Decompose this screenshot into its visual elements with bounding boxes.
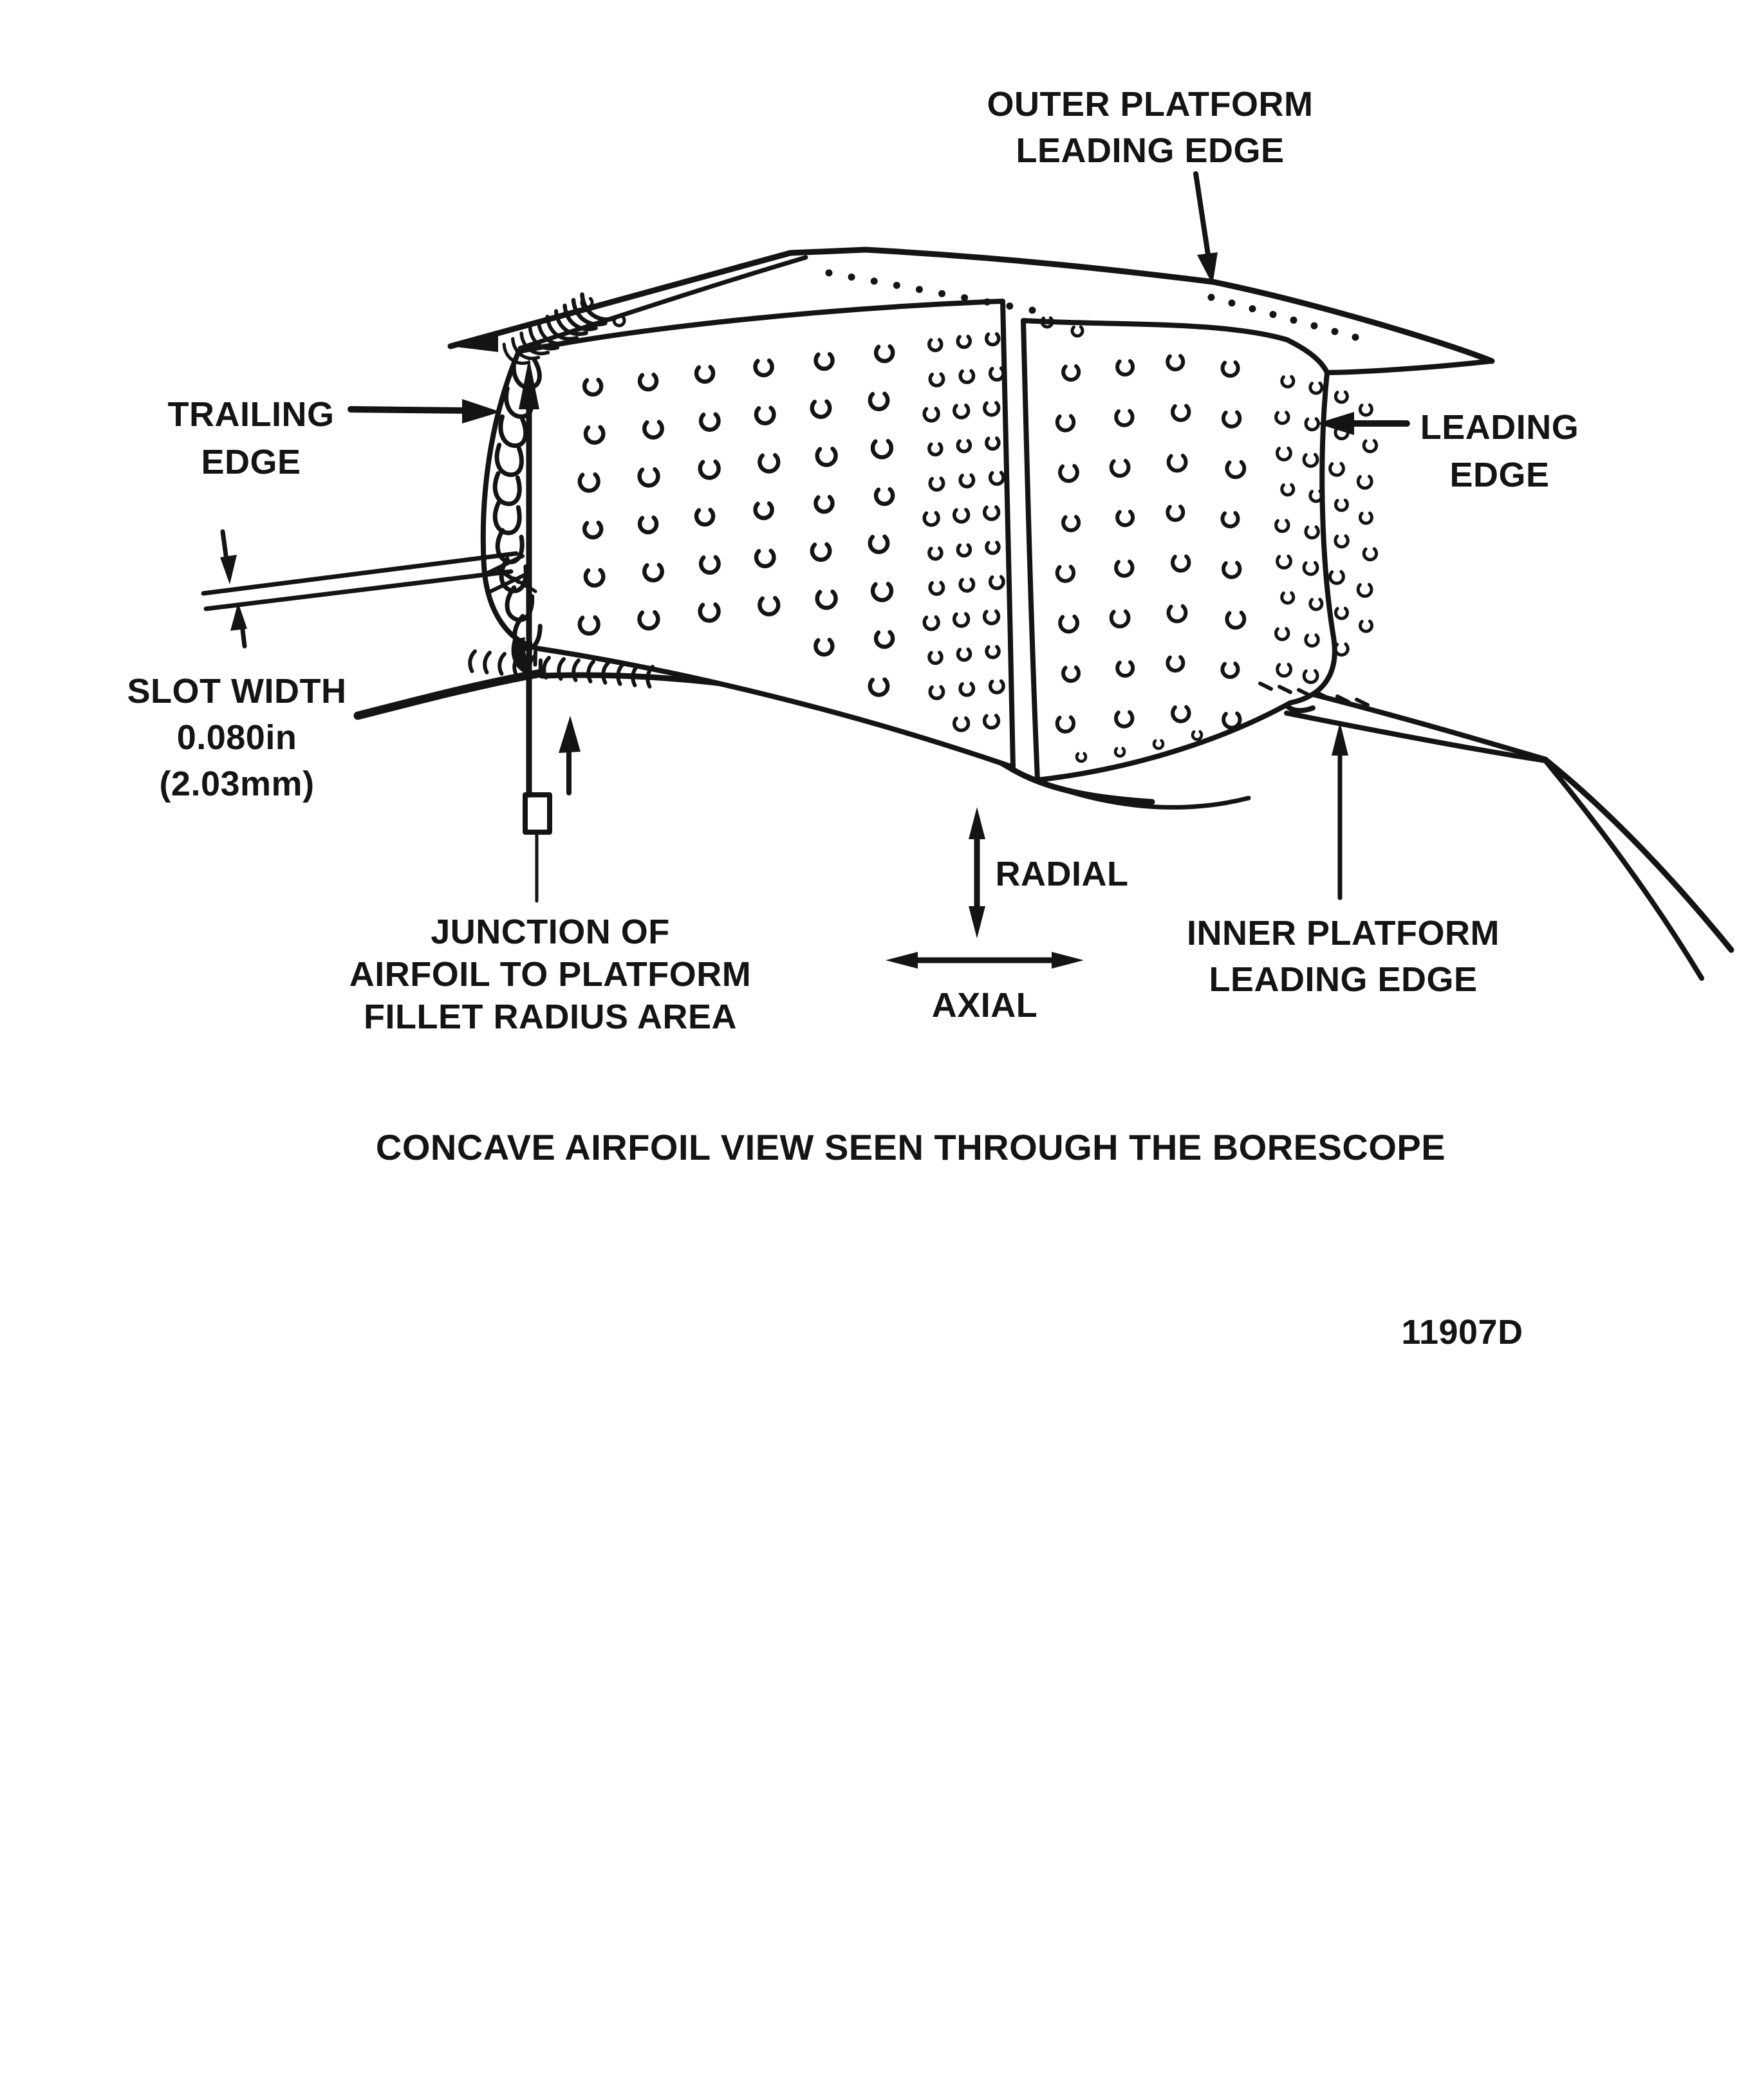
inner-platform-rim-continuation-lower bbox=[1546, 761, 1702, 978]
inner-platform-rim-continuation-upper bbox=[1546, 760, 1731, 950]
label-inner-platform-line2: LEADING EDGE bbox=[1209, 960, 1478, 999]
label-slot-width-line3: (2.03mm) bbox=[159, 765, 315, 803]
label-trailing-edge-line1: TRAILING bbox=[167, 395, 335, 434]
label-slot-width-line1: SLOT WIDTH bbox=[127, 672, 347, 711]
slot-gauge-lower-line bbox=[206, 571, 511, 609]
slot-dim-upper-arrowhead-icon bbox=[220, 555, 237, 584]
label-radial: RADIAL bbox=[995, 855, 1129, 893]
radial-arrowhead-down-icon bbox=[969, 906, 985, 938]
trailing-edge-arrow-line bbox=[351, 409, 470, 411]
figure-caption: CONCAVE AIRFOIL VIEW SEEN THROUGH THE BORESCOPE bbox=[375, 1127, 1446, 1167]
label-axial: AXIAL bbox=[931, 986, 1038, 1025]
label-trailing-edge-line2: EDGE bbox=[201, 443, 301, 481]
outer-platform-leader-line bbox=[1196, 174, 1209, 259]
slot-gauge bbox=[203, 553, 526, 609]
label-junction-line3: FILLET RADIUS AREA bbox=[364, 998, 737, 1036]
label-outer-platform-line1: OUTER PLATFORM bbox=[987, 85, 1314, 124]
junction-short-arrowhead-icon bbox=[559, 716, 581, 753]
junction-leader-flag bbox=[525, 795, 550, 832]
radial-arrowhead-up-icon bbox=[969, 807, 985, 839]
label-inner-platform-line1: INNER PLATFORM bbox=[1187, 914, 1500, 952]
label-outer-platform-line2: LEADING EDGE bbox=[1016, 131, 1285, 170]
label-leading-edge-line1: LEADING bbox=[1420, 408, 1579, 447]
label-leading-edge-line2: EDGE bbox=[1449, 456, 1550, 494]
label-slot-width-line2: 0.080in bbox=[176, 718, 297, 757]
leading-edge-base-foot bbox=[1287, 705, 1313, 711]
label-junction-line1: JUNCTION OF bbox=[431, 913, 670, 951]
axial-arrowhead-left-icon bbox=[886, 952, 918, 969]
outer-platform-right-wedge bbox=[1327, 361, 1492, 373]
figure-number: 11907D bbox=[1401, 1313, 1523, 1352]
axial-arrowhead-right-icon bbox=[1052, 952, 1084, 969]
inner-platform-front-edge bbox=[358, 673, 541, 716]
label-junction-line2: AIRFOIL TO PLATFORM bbox=[349, 955, 752, 994]
slot-gauge-upper-line bbox=[203, 553, 516, 593]
